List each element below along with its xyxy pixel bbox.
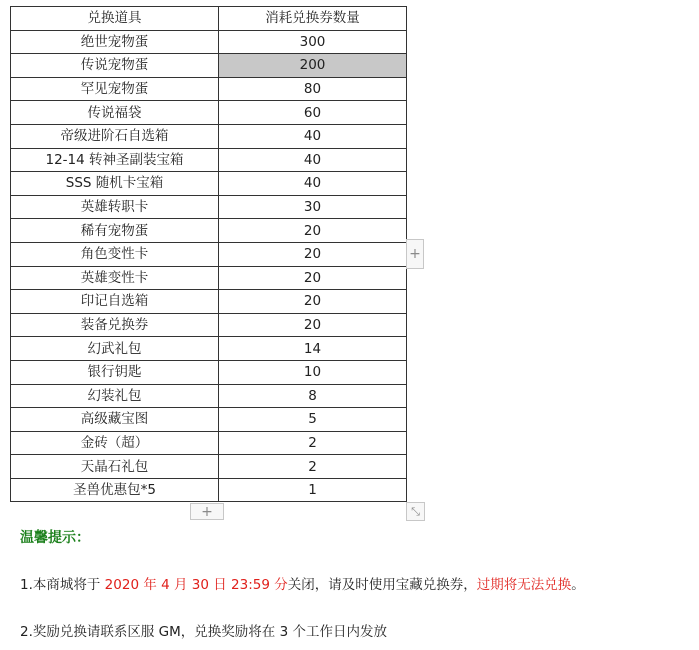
table-row — [11, 219, 407, 243]
table-body — [11, 30, 407, 502]
item-name-cell[interactable]: 罕见宠物蛋 — [11, 77, 219, 101]
item-name-cell[interactable]: 英雄转职卡 — [11, 195, 219, 219]
tips-title: 温馨提示： — [20, 530, 90, 546]
item-cost-cell[interactable]: 2 — [219, 431, 407, 455]
item-name-cell[interactable]: 12-14 转神圣副装宝箱 — [11, 148, 219, 172]
table-row — [11, 313, 407, 337]
table-row — [11, 431, 407, 455]
item-name-cell[interactable]: 帝级进阶石自选箱 — [11, 124, 219, 148]
table-row — [11, 455, 407, 479]
item-name-cell[interactable]: SSS 随机卡宝箱 — [11, 172, 219, 196]
item-cost-cell[interactable]: 40 — [219, 148, 407, 172]
table-row — [11, 290, 407, 314]
table-header-row — [11, 7, 407, 31]
closing-date: 2020 年 4 月 30 日 23:59 分 — [104, 577, 288, 593]
table-row — [11, 408, 407, 432]
item-cost-cell[interactable]: 60 — [219, 101, 407, 125]
item-cost-cell[interactable]: 20 — [219, 313, 407, 337]
table-row — [11, 337, 407, 361]
item-name-cell[interactable]: 稀有宠物蛋 — [11, 219, 219, 243]
item-name-cell[interactable]: 装备兑换券 — [11, 313, 219, 337]
table-row — [11, 478, 407, 502]
item-name-cell[interactable]: 圣兽优惠包*5 — [11, 478, 219, 502]
item-name-cell[interactable]: 绝世宠物蛋 — [11, 30, 219, 54]
add-row-button[interactable] — [190, 503, 224, 520]
item-cost-cell[interactable]: 40 — [219, 124, 407, 148]
table-row — [11, 30, 407, 54]
table-row — [11, 172, 407, 196]
expiry-warning: 过期将无法兑换 — [476, 577, 572, 593]
item-name-cell[interactable]: 幻装礼包 — [11, 384, 219, 408]
item-cost-cell[interactable]: 14 — [219, 337, 407, 361]
add-column-button[interactable] — [406, 239, 424, 269]
item-cost-cell[interactable]: 5 — [219, 408, 407, 432]
resize-arrows-icon: ⤡ — [411, 504, 420, 518]
item-name-cell[interactable]: 角色变性卡 — [11, 242, 219, 266]
plus-icon: + — [201, 503, 213, 520]
table-row — [11, 124, 407, 148]
item-cost-cell[interactable]: 2 — [219, 455, 407, 479]
table-row — [11, 242, 407, 266]
item-cost-cell[interactable]: 300 — [219, 30, 407, 54]
item-cost-cell[interactable]: 20 — [219, 242, 407, 266]
table-row — [11, 384, 407, 408]
item-cost-cell[interactable]: 40 — [219, 172, 407, 196]
notice-prefix: 1.本商城将于 — [20, 577, 105, 593]
item-cost-cell[interactable]: 200 — [219, 54, 407, 78]
item-cost-cell[interactable]: 20 — [219, 266, 407, 290]
item-name-cell[interactable]: 英雄变性卡 — [11, 266, 219, 290]
item-name-cell[interactable]: 银行钥匙 — [11, 360, 219, 384]
table-row — [11, 101, 407, 125]
notice-closing-date — [20, 573, 585, 593]
item-name-cell[interactable]: 金砖（超） — [11, 431, 219, 455]
item-name-cell[interactable]: 传说宠物蛋 — [11, 54, 219, 78]
item-cost-cell[interactable]: 8 — [219, 384, 407, 408]
item-cost-cell[interactable]: 80 — [219, 77, 407, 101]
item-name-cell[interactable]: 传说福袋 — [11, 101, 219, 125]
item-cost-cell[interactable]: 20 — [219, 290, 407, 314]
header-item[interactable]: 兑换道具 — [11, 7, 219, 31]
table-row — [11, 195, 407, 219]
table-row — [11, 77, 407, 101]
table-resize-handle[interactable] — [406, 502, 425, 521]
item-cost-cell[interactable]: 10 — [219, 360, 407, 384]
item-name-cell[interactable]: 天晶石礼包 — [11, 455, 219, 479]
table-row — [11, 148, 407, 172]
item-cost-cell[interactable]: 30 — [219, 195, 407, 219]
item-name-cell[interactable]: 幻武礼包 — [11, 337, 219, 361]
table-row — [11, 54, 407, 78]
item-name-cell[interactable]: 印记自选箱 — [11, 290, 219, 314]
item-cost-cell[interactable]: 20 — [219, 219, 407, 243]
exchange-table — [10, 6, 407, 502]
header-cost[interactable]: 消耗兑换券数量 — [219, 7, 407, 31]
table-row — [11, 266, 407, 290]
item-name-cell[interactable]: 高级藏宝图 — [11, 408, 219, 432]
table-row — [11, 360, 407, 384]
notice-suffix: 。 — [571, 577, 585, 593]
notice-middle: 关闭，请及时使用宝藏兑换券， — [287, 577, 477, 593]
item-cost-cell[interactable]: 1 — [219, 478, 407, 502]
notice-contact-gm: 2.奖励兑换请联系区服 GM，兑换奖励将在 3 个工作日内发放 — [20, 624, 387, 640]
plus-icon: + — [409, 246, 421, 262]
